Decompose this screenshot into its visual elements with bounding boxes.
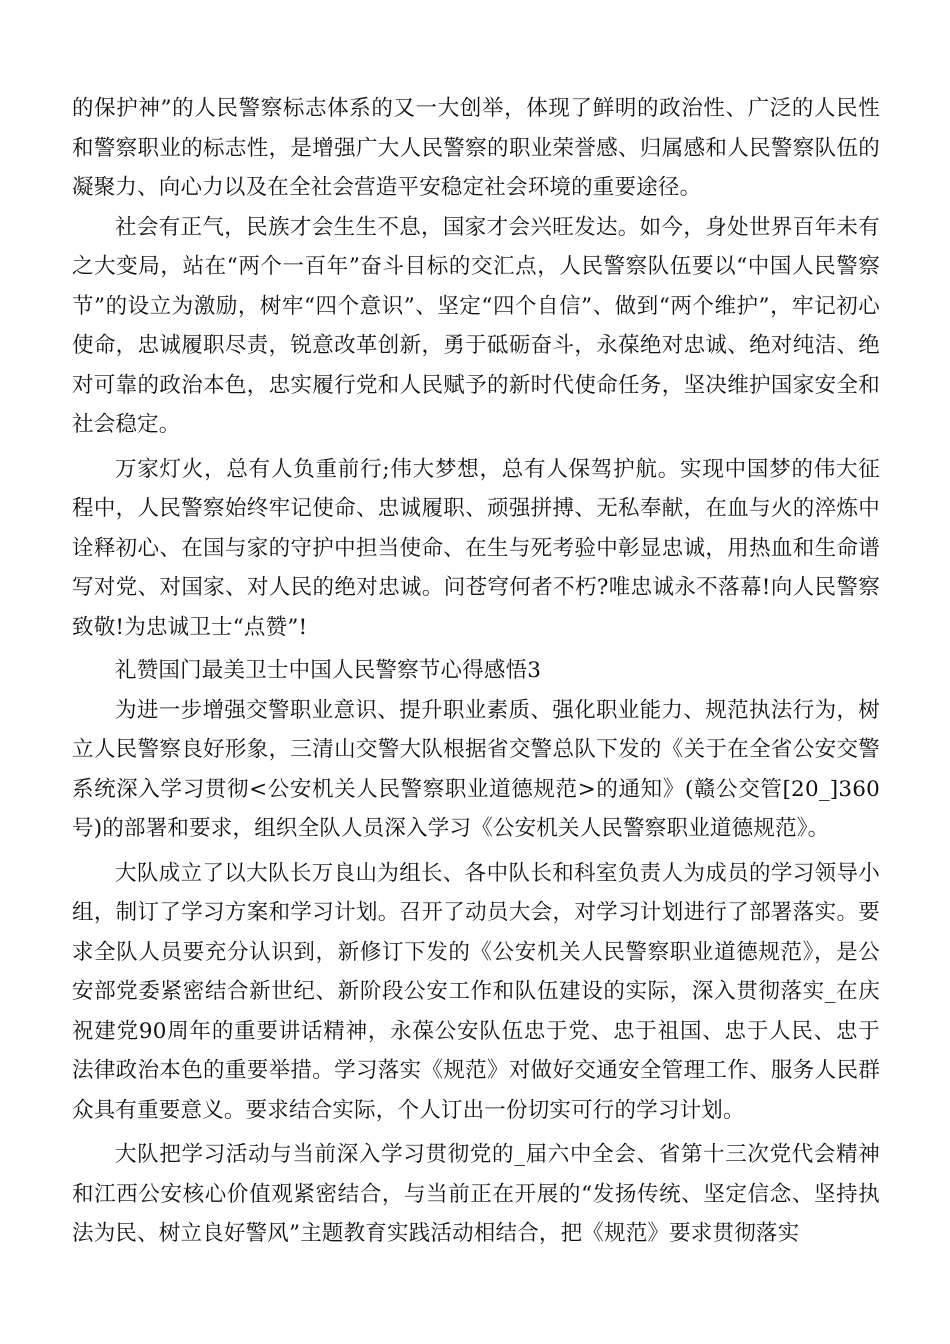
paragraph-study-group: 大队成立了以大队长万良山为组长、各中队长和科室负责人为成员的学习领导小组，制订了学习方案和学习计划。召开了动员大会，对学习计划进行了部署落实。要求全队人员要充分认识到，新修订下发的《公安机关人民警察职业道德规范》，是公安部党委紧密结合新世纪、新阶段公安工作和队伍建设的实际，深入贯彻落实_在庆祝建党90周年的重要讲话精神，永葆公安队伍忠于党、忠于祖国、忠于人民、忠于法律政治本色的重要举措。学习落实《规范》对做好交通安全管理工作、服务人民群众具有重要意义。要求结合实际，个人订出一份切实可行的学习计划。 (72, 860, 880, 1123)
document-body (72, 89, 880, 1254)
paragraph-study-intro: 为进一步增强交警职业意识、提升职业素质、强化职业能力、规范执法行为，树立人民警察良好形象，三清山交警大队根据省交警总队下发的《关于在全省公安交警系统深入学习贯彻<公安机关人民警察职业道德规范>的通知》(赣公交管[20_]360号)的部署和要求，组织全队人员深入学习《公安机关人民警察职业道德规范》。 (72, 697, 880, 841)
paragraph-continuation: 的保护神”的人民警察标志体系的又一大创举，体现了鲜明的政治性、广泛的人民性和警察职业的标志性，是增强广大人民警察的职业荣誉感、归属感和人民警察队伍的凝聚力、向心力以及在全社会营造平安稳定社会环境的重要途径。 (72, 96, 880, 200)
section-title: 礼赞国门最美卫士中国人民警察节心得感悟3 (115, 658, 542, 683)
paragraph-tribute: 万家灯火，总有人负重前行;伟大梦想，总有人保驾护航。实现中国梦的伟大征程中，人民警察始终牢记使命、忠诚履职、顽强拼搏、无私奉献，在血与火的淬炼中诠释初心、在国与家的守护中担当使命、在生与死考验中彰显忠诚，用热血和生命谱写对党、对国家、对人民的绝对忠诚。问苍穹何者不朽?唯忠诚永不落幕!向人民警察致敬!为忠诚卫士“点赞”! (72, 456, 880, 640)
paragraph-study-integration: 大队把学习活动与当前深入学习贯彻党的_届六中全会、省第十三次党代会精神和江西公安核心价值观紧密结合，与当前正在开展的“发扬传统、坚定信念、坚持执法为民、树立良好警风”主题教育实践活动相结合，把《规范》要求贯彻落实 (72, 1142, 880, 1246)
paragraph-social-righteousness: 社会有正气，民族才会生生不息，国家才会兴旺发达。如今，身处世界百年未有之大变局，站在“两个一百年”奋斗目标的交汇点，人民警察队伍要以“中国人民警察节”的设立为激励，树牢“四个意识”、坚定“四个自信”、做到“两个维护”，牢记初心使命，忠诚履职尽责，锐意改革创新，勇于砥砺奋斗，永葆绝对忠诚、绝对纯洁、绝对可靠的政治本色，忠实履行党和人民赋予的新时代使命任务，坚决维护国家安全和社会稳定。 (72, 214, 880, 437)
